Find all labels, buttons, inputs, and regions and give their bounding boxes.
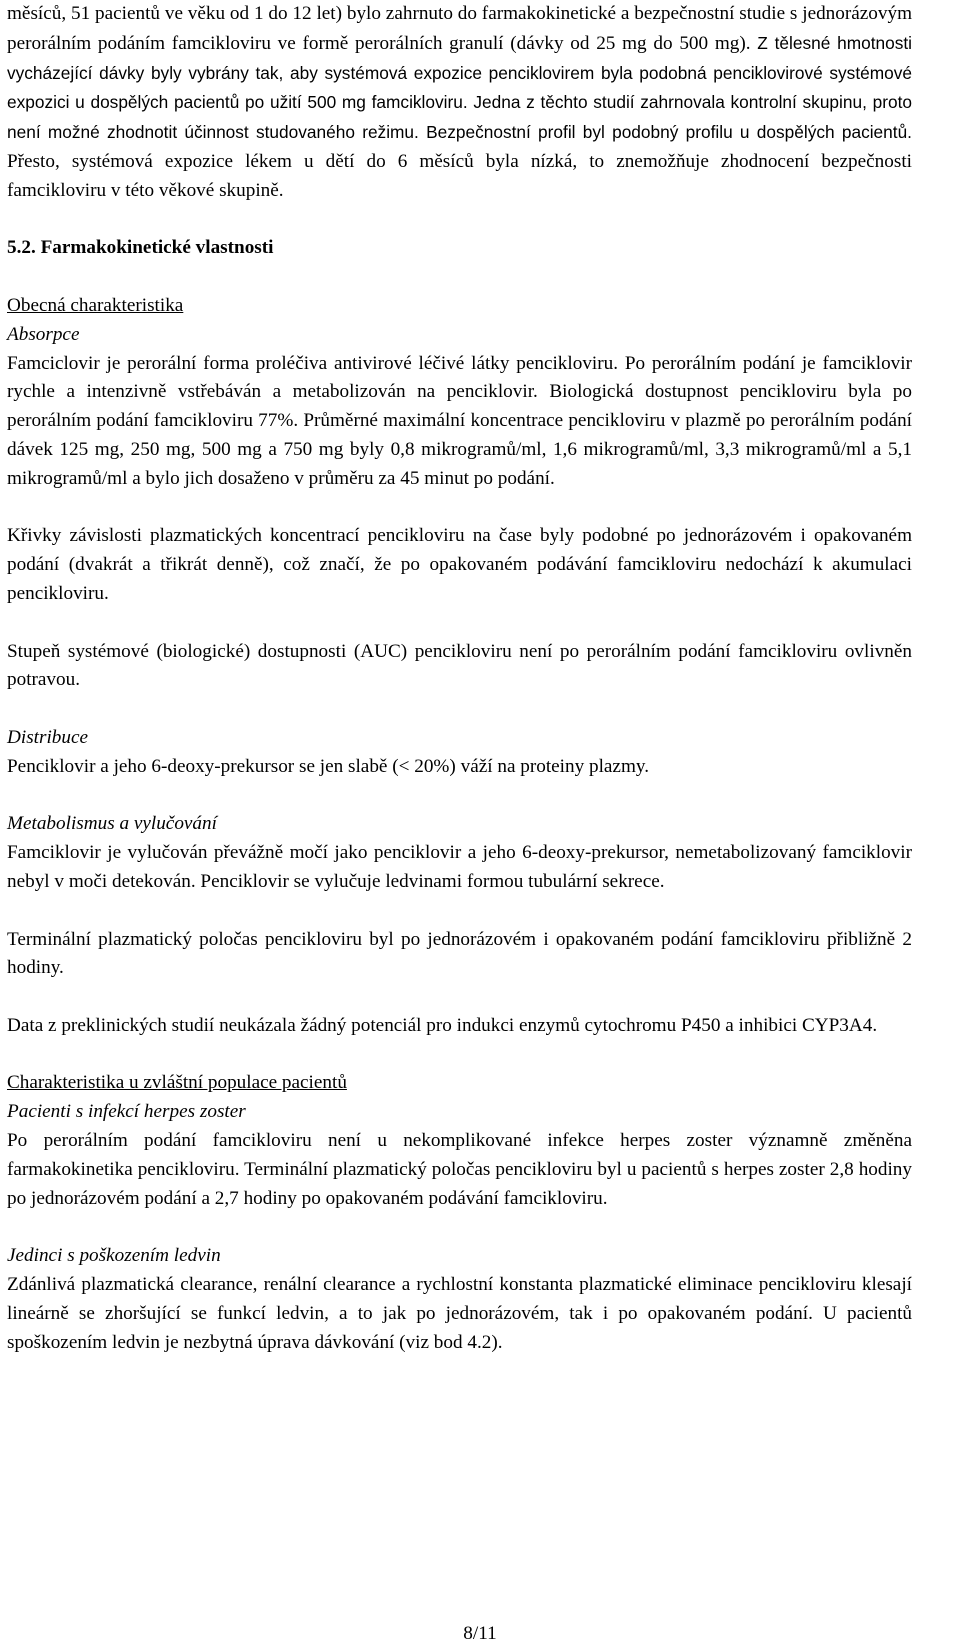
- distribution-paragraph: Penciklovir a jeho 6-deoxy-prekursor se jen slabě (< 20%) váží na proteiny plazmy.: [7, 755, 650, 777]
- metabolism-paragraph-2: Terminální plazmatický poločas pencikloviru byl po jednorázovém i opakovaném podání famcikloviru přibližně 2 hodiny.: [7, 928, 912, 979]
- absorption-paragraph-2: Křivky závislosti plazmatických koncentrací pencikloviru na čase byly podobné po jednorázovém i opakovaném podání (dvakrát a třikrát denně), což značí, že po opakovaném podávání famcikloviru nedochází k akumulaci pencikloviru.: [7, 525, 912, 604]
- metabolism-paragraph-3: Data z preklinických studií neukázala žádný potenciál pro indukci enzymů cytochromu P450 a inhibici CYP3A4.: [7, 1014, 878, 1036]
- document-page: [7, 0, 912, 1357]
- herpes-subheading: Pacienti s infekcí herpes zoster: [7, 1101, 246, 1123]
- section-heading: 5.2. Farmakokinetické vlastnosti: [7, 237, 274, 259]
- absorption-paragraph-3: Stupeň systémové (biologické) dostupnosti (AUC) pencikloviru není po perorálním podání famcikloviru ovlivněn potravou.: [7, 640, 912, 691]
- special-population-heading: Charakteristika u zvláštní populace pacientů: [7, 1072, 347, 1094]
- absorption-subheading: Absorpce: [7, 323, 80, 345]
- intro-serif-end: Přesto, systémová expozice lékem u dětí do 6 měsíců byla nízká, to znemožňuje zhodnocení bezpečnosti famcikloviru v této věkové skupině.: [7, 150, 912, 201]
- intro-paragraph: [7, 0, 912, 206]
- distribution-subheading: Distribuce: [7, 726, 89, 748]
- metabolism-paragraph-1: Famciklovir je vylučován převážně močí jako penciklovir a jeho 6-deoxy-prekursor, nemetabolizovaný famciklovir nebyl v moči detekován. Penciklovir se vylučuje ledvinami formou tubulární sekrece.: [7, 842, 912, 892]
- absorption-paragraph-1: Famciclovir je perorální forma proléčiva antivirové léčivé látky pencikloviru. Po perorálním podání je famciklovir rychle a intenzivně vstřebáván a metabolizován na penciklovir. Biologická dostupnost pencikloviru byla po perorálním podání famcikloviru 77%. Průměrné maximální koncentrace pencikloviru v plazmě po perorálním podání dávek 125 mg, 250 mg, 500 mg a 750 mg byly 0,8 mikrogramů/ml, 1,6 mikrogramů/ml, 3,3 mikrogramů/ml a 5,1 mikrogramů/ml a bylo jich dosaženo v průměru za 45 minut po podání.: [7, 352, 912, 489]
- renal-subheading: Jedinci s poškozením ledvin: [7, 1245, 221, 1267]
- intro-serif-start: měsíců, 51 pacientů ve věku od 1 do 12 let) bylo zahrnuto do farmakokinetické a bezpečnostní studie s jednorázovým perorálním podáním famcikloviru ve formě perorálních granulí (dávky od 25 mg do 500 mg).: [7, 3, 912, 54]
- herpes-paragraph: Po perorálním podání famcikloviru není u nekomplikované infekce herpes zoster významně změněna farmakokinetika pencikloviru. Terminální plazmatický poločas pencikloviru byl u pacientů s herpes zoster 2,8 hodiny po jednorázovém podání a 2,7 hodiny po opakovaném podávání famcikloviru.: [7, 1130, 912, 1209]
- general-characteristics-heading: Obecná charakteristika: [7, 294, 184, 316]
- page-number: 8/11: [463, 1623, 497, 1644]
- intro-sans-part: Z tělesné hmotnosti vycházející dávky byly vybrány tak, aby systémová expozice penciklovirem byla podobná penciklovirové systémové expozici u dospělých pacientů po užití 500 mg famcikloviru. Jedna z těchto studií zahrnovala kontrolní skupinu, proto není možné zhodnotit účinnost studovaného režimu. Bezpečnostní profil byl podobný profilu u dospělých pacientů.: [7, 32, 913, 143]
- renal-paragraph: Zdánlivá plazmatická clearance, renální clearance a rychlostní konstanta plazmatické eliminace pencikloviru klesají lineárně se zhoršující se funkcí ledvin, a to jak po jednorázovém, tak i po opakovaném podání. U pacientů spoškozením ledvin je nezbytná úprava dávkování (viz bod 4.2).: [7, 1274, 912, 1353]
- metabolism-subheading: Metabolismus a vylučování: [7, 813, 217, 835]
